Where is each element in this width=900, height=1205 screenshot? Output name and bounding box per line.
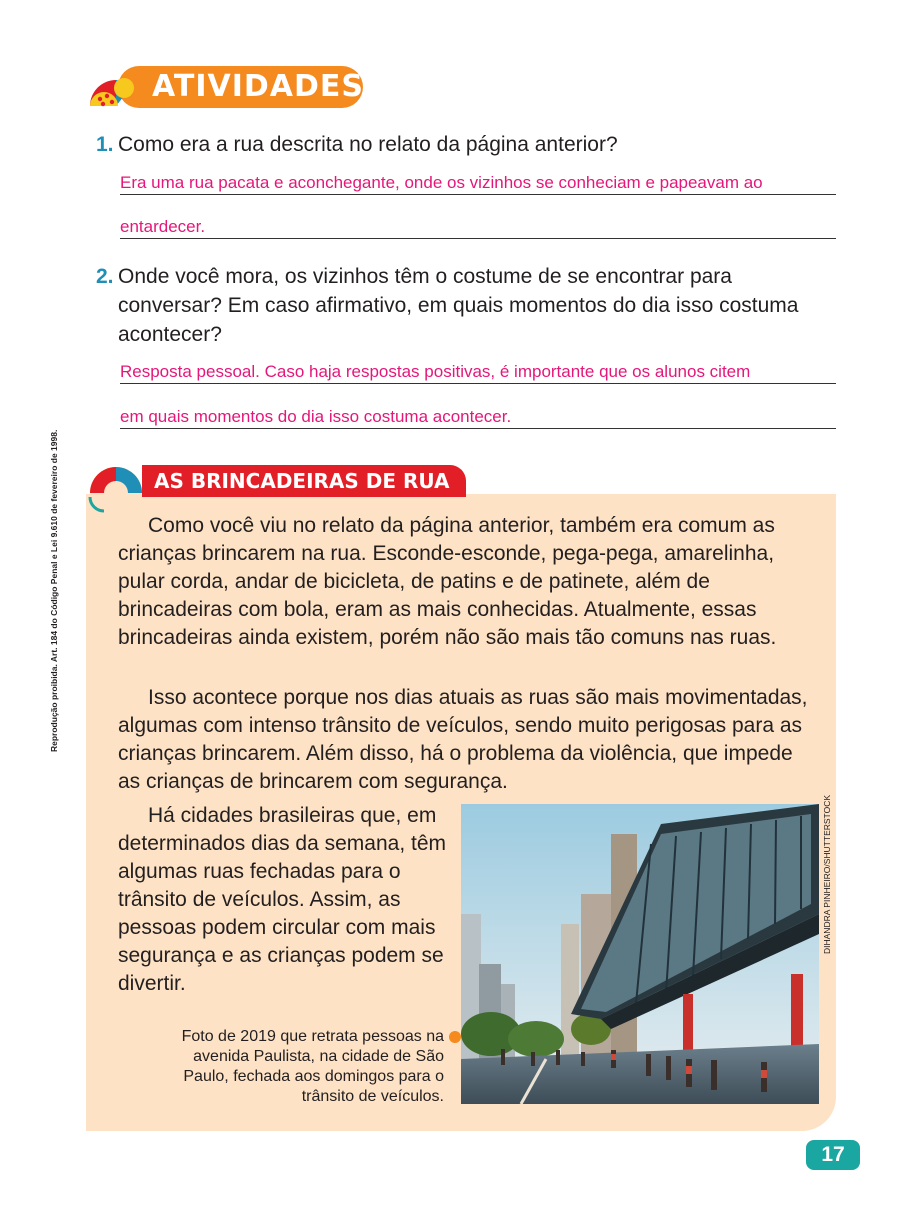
question-2 bbox=[96, 262, 816, 346]
caption-bullet bbox=[449, 1031, 461, 1043]
activities-header bbox=[86, 62, 366, 114]
question-1 bbox=[96, 130, 816, 159]
paragraph-3: Há cidades brasileiras que, em determinados dias da semana, têm algumas ruas fechadas para o trânsito de veículos. Assim, as pessoas podem circular com mais segurança e as crianças podem se divertir. bbox=[118, 804, 447, 995]
question-number: 2. bbox=[96, 265, 114, 288]
paragraph-2: Isso acontece porque nos dias atuais as ruas são mais movimentadas, algumas com intenso trânsito de veículos, sendo muito perigosas para as crianças brincarem. Além disso, há o problema da violência, que impede as crianças de brincarem com segurança. bbox=[118, 686, 808, 793]
copyright-margin-note: Reprodução proibida. Art. 184 do Código Penal e Lei 9.610 de fevereiro de 1998. bbox=[49, 429, 59, 752]
colorful-circles-icon bbox=[86, 62, 146, 122]
activities-title: ATIVIDADES bbox=[118, 66, 363, 108]
answer-line: Era uma rua pacata e aconchegante, onde os vizinhos se conheciam e papeavam ao bbox=[120, 172, 836, 195]
question-text: Onde você mora, os vizinhos têm o costume de se encontrar para conversar? Em caso afirmativo, em quais momentos do dia isso costuma acontecer? bbox=[118, 265, 799, 346]
photo-credit: DIHANDRA PINHEIRO/SHUTTERSTOCK bbox=[822, 794, 832, 954]
photo-caption: Foto de 2019 que retrata pessoas na avenida Paulista, na cidade de São Paulo, fechada aos domingos para o trânsito de veículos. bbox=[181, 1028, 444, 1105]
question-text: Como era a rua descrita no relato da página anterior? bbox=[118, 133, 618, 156]
section-title: AS BRINCADEIRAS DE RUA bbox=[142, 465, 466, 497]
avenida-paulista-photo bbox=[461, 804, 819, 1104]
question-number: 1. bbox=[96, 133, 114, 156]
answer-line: entardecer. bbox=[120, 216, 836, 239]
answer-line: em quais momentos do dia isso costuma acontecer. bbox=[120, 406, 836, 429]
paragraph-1: Como você viu no relato da página anterior, também era comum as crianças brincarem na rua. Esconde-esconde, pega-pega, amarelinha, pular corda, andar de bicicleta, de patins e de patinete, além de brincadeiras com bola, eram as mais conhecidas. Atualmente, essas brincadeiras ainda existem, porém não são mais tão comuns nas ruas. bbox=[118, 514, 777, 649]
answer-line: Resposta pessoal. Caso haja respostas positivas, é importante que os alunos citem bbox=[120, 361, 836, 384]
page-number: 17 bbox=[806, 1140, 860, 1170]
